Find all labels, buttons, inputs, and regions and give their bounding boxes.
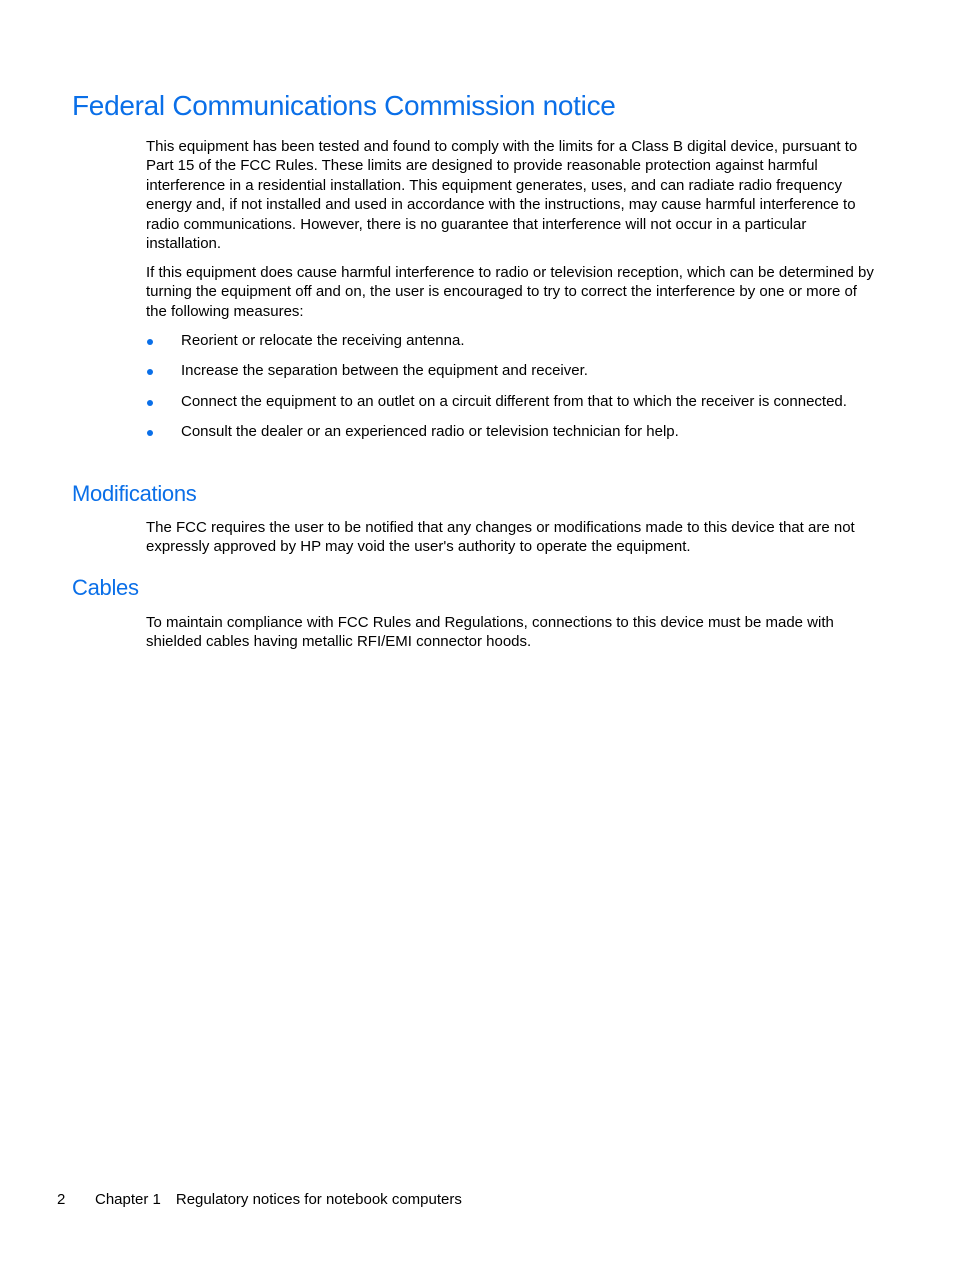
footer-chapter-title: Regulatory notices for notebook computers (175, 1191, 462, 1208)
list-item-text: Consult the dealer or an experienced radio or television technician for help. (181, 423, 679, 441)
list-item (146, 422, 866, 441)
bullet-icon (147, 430, 153, 436)
list-item-text: Reorient or relocate the receiving antenna. (181, 332, 465, 349)
list-item (146, 331, 866, 350)
page-title: Federal Communications Commission notice (72, 90, 616, 121)
cables-heading: Cables (72, 575, 139, 600)
bullet-icon (147, 400, 153, 406)
bullet-icon (147, 369, 153, 375)
modifications-paragraph: The FCC requires the user to be notified that any changes or modifications made to this device that are not expressly approved by HP may void the user's authority to operate the equipment. (146, 519, 855, 556)
intro-paragraph-compliance: This equipment has been tested and found to comply with the limits for a Class B digital device, pursuant to Part 15 of the FCC Rules. These limits are designed to provide reasonable protection against harmful interference in a residential installation. This equipment generates, uses, and can radiate radio frequency energy and, if not installed and used in accordance with the instructions, may cause harmful interference to radio communications. However, there is no guarantee that interference will not occur in a particular installation. (146, 138, 858, 253)
footer-chapter: Chapter 1 (95, 1191, 161, 1208)
bullet-icon (147, 339, 153, 345)
list-item-text: Increase the separation between the equipment and receiver. (181, 362, 588, 380)
list-item-text: Connect the equipment to an outlet on a circuit different from that to which the receiver is connected. (181, 392, 847, 410)
page-footer (57, 1190, 462, 1210)
intro-paragraph-measures: If this equipment does cause harmful interference to radio or television reception, which can be determined by turning the equipment off and on, the user is encouraged to try to correct the interference by one or more of the following measures: (146, 264, 874, 320)
list-item (146, 392, 866, 411)
page-number: 2 (57, 1191, 66, 1208)
cables-paragraph: To maintain compliance with FCC Rules and Regulations, connections to this device must be made with shielded cables having metallic RFI/EMI connector hoods. (146, 614, 834, 651)
list-item (146, 361, 866, 380)
modifications-heading: Modifications (72, 481, 197, 506)
measures-list (146, 331, 866, 453)
